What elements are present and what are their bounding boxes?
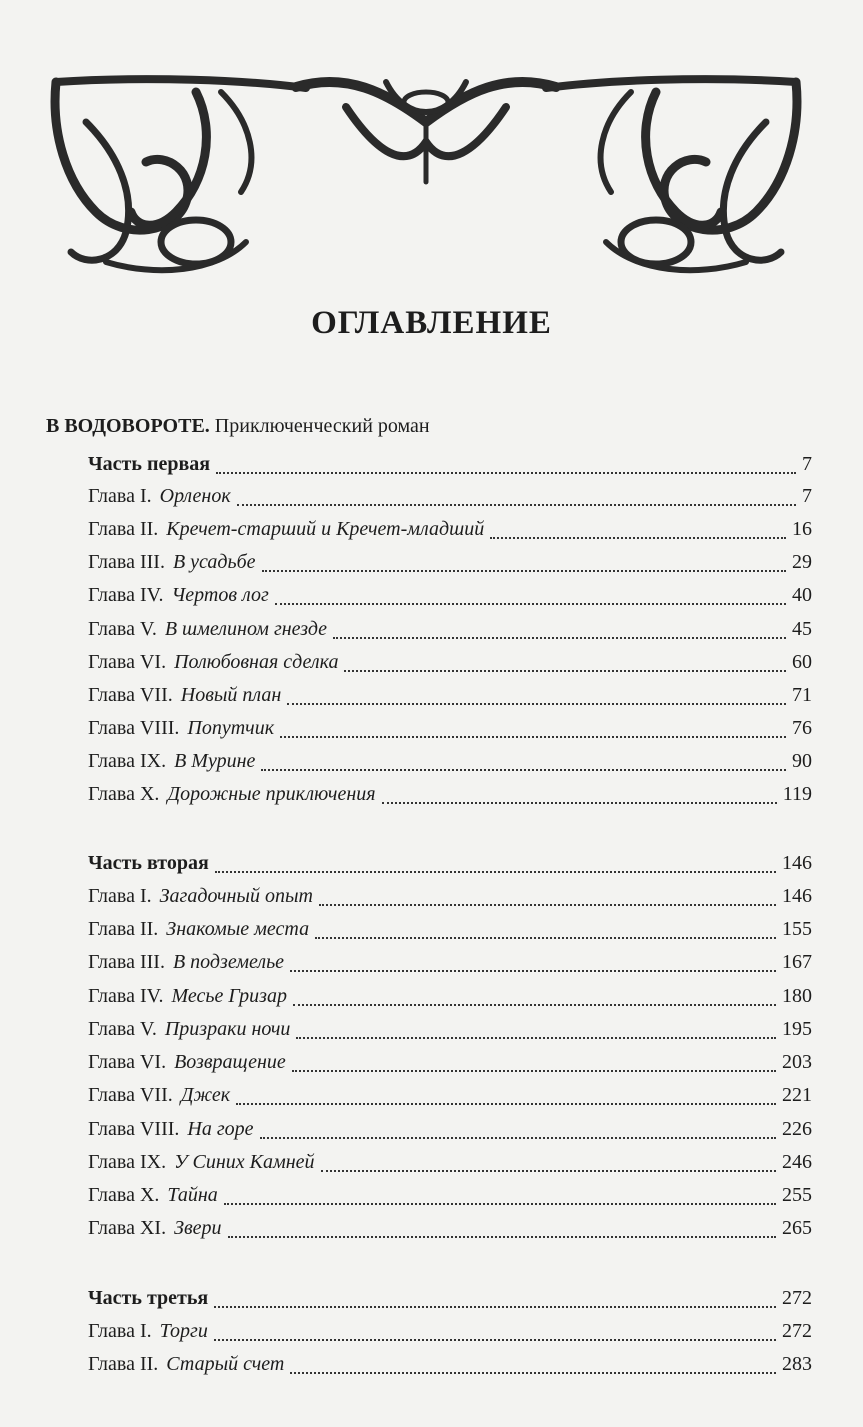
dot-leader bbox=[280, 735, 786, 738]
page-number: 90 bbox=[792, 750, 812, 772]
chapter-label: Глава II. bbox=[88, 918, 159, 940]
page-number: 226 bbox=[782, 1118, 812, 1140]
page-number: 167 bbox=[782, 951, 812, 973]
chapter-label: Глава I. bbox=[88, 485, 152, 507]
dot-leader bbox=[287, 702, 786, 705]
chapter-label: Глава XI. bbox=[88, 1217, 167, 1239]
chapter-title: У Синих Камней bbox=[174, 1151, 315, 1173]
dot-leader bbox=[261, 768, 786, 771]
dot-leader bbox=[214, 1305, 776, 1308]
toc-chapter-row bbox=[88, 485, 812, 513]
chapter-title: Полюбовная сделка bbox=[174, 651, 339, 673]
chapter-title: В подземелье bbox=[172, 951, 285, 973]
chapter-title: Кречет-старший и Кречет-младший bbox=[166, 518, 485, 540]
dot-leader bbox=[228, 1235, 776, 1238]
toc-chapter-row bbox=[88, 1151, 812, 1179]
chapter-title: Попутчик bbox=[187, 717, 275, 739]
chapter-title: Орленок bbox=[159, 485, 231, 507]
toc-chapter-row bbox=[88, 717, 812, 745]
chapter-title: Загадочный опыт bbox=[159, 885, 313, 907]
chapter-title: Месье Гризар bbox=[171, 985, 287, 1007]
chapter-label: Глава IX. bbox=[88, 750, 167, 772]
toc-chapter-row bbox=[88, 1018, 812, 1046]
page-number: 7 bbox=[802, 485, 812, 507]
toc-chapter-row bbox=[88, 584, 812, 612]
dot-leader bbox=[290, 969, 776, 972]
toc-chapter-row bbox=[88, 985, 812, 1013]
chapter-label: Глава II. bbox=[88, 518, 159, 540]
page-number: 16 bbox=[792, 518, 812, 540]
page-number: 246 bbox=[782, 1151, 812, 1173]
chapter-label: Глава I. bbox=[88, 885, 152, 907]
toc-chapter-row bbox=[88, 551, 812, 579]
chapter-title: Чертов лог bbox=[171, 584, 269, 606]
chapter-title: Тайна bbox=[167, 1184, 218, 1206]
page-number: 203 bbox=[782, 1051, 812, 1073]
toc-chapter-row bbox=[88, 1051, 812, 1079]
dot-leader bbox=[215, 870, 776, 873]
chapter-label: Глава IX. bbox=[88, 1151, 167, 1173]
dot-leader bbox=[275, 602, 786, 605]
dot-leader bbox=[315, 936, 776, 939]
page-number: 40 bbox=[792, 584, 812, 606]
toc-chapter-row bbox=[88, 885, 812, 913]
page-number: 265 bbox=[782, 1217, 812, 1239]
chapter-label: Глава X. bbox=[88, 1184, 160, 1206]
chapter-title: Звери bbox=[174, 1217, 222, 1239]
chapter-title: Торги bbox=[159, 1320, 208, 1342]
dot-leader bbox=[296, 1036, 776, 1039]
page-number: 119 bbox=[782, 783, 812, 805]
chapter-title: На горе bbox=[187, 1118, 254, 1140]
page-number: 45 bbox=[792, 618, 812, 640]
page-number: 146 bbox=[782, 885, 812, 907]
chapter-label: Глава II. bbox=[88, 1353, 159, 1375]
toc-chapter-row bbox=[88, 1184, 812, 1212]
page-number: 29 bbox=[792, 551, 812, 573]
chapter-label: Глава IV. bbox=[88, 584, 164, 606]
chapter-label: Глава VIII. bbox=[88, 1118, 180, 1140]
chapter-title: В шмелином гнезде bbox=[164, 618, 328, 640]
toc-chapter-row bbox=[88, 651, 812, 679]
dot-leader bbox=[319, 903, 776, 906]
toc-chapter-row bbox=[88, 684, 812, 712]
chapter-title: Старый счет bbox=[166, 1353, 285, 1375]
book-name: В ВОДОВОРОТЕ. bbox=[46, 415, 210, 437]
book-subtitle: Приключенческий роман bbox=[214, 415, 430, 437]
chapter-label: Глава VIII. bbox=[88, 717, 180, 739]
page-number: 272 bbox=[782, 1287, 812, 1309]
chapter-title: Призраки ночи bbox=[164, 1018, 291, 1040]
toc-chapter-row bbox=[88, 783, 812, 811]
chapter-title: В усадьбе bbox=[172, 551, 256, 573]
dot-leader bbox=[236, 1102, 776, 1105]
part-label: Часть первая bbox=[88, 453, 211, 475]
toc-chapter-row bbox=[88, 918, 812, 946]
chapter-label: Глава VII. bbox=[88, 1084, 173, 1106]
dot-leader bbox=[260, 1136, 776, 1139]
part-label: Часть третья bbox=[88, 1287, 209, 1309]
dot-leader bbox=[290, 1371, 776, 1374]
toc-chapter-row bbox=[88, 1118, 812, 1146]
toc-part-row bbox=[88, 852, 812, 880]
dot-leader bbox=[333, 636, 786, 639]
dot-leader bbox=[262, 569, 786, 572]
page-number: 255 bbox=[782, 1184, 812, 1206]
chapter-title: В Мурине bbox=[174, 750, 256, 772]
chapter-title: Знакомые места bbox=[166, 918, 310, 940]
page-number: 60 bbox=[792, 651, 812, 673]
page-number: 221 bbox=[782, 1084, 812, 1106]
toc-chapter-row bbox=[88, 951, 812, 979]
dot-leader bbox=[214, 1338, 776, 1341]
dot-leader bbox=[292, 1069, 776, 1072]
chapter-label: Глава V. bbox=[88, 618, 157, 640]
chapter-label: Глава VI. bbox=[88, 651, 167, 673]
chapter-label: Глава X. bbox=[88, 783, 160, 805]
toc-chapter-row bbox=[88, 750, 812, 778]
dot-leader bbox=[293, 1003, 776, 1006]
dot-leader bbox=[321, 1169, 776, 1172]
dot-leader bbox=[237, 503, 796, 506]
page-number: 180 bbox=[782, 985, 812, 1007]
toc-chapter-row bbox=[88, 618, 812, 646]
page-number: 71 bbox=[792, 684, 812, 706]
chapter-title: Новый план bbox=[180, 684, 282, 706]
page-title: ОГЛАВЛЕНИЕ bbox=[311, 305, 552, 341]
toc-chapter-row bbox=[88, 1353, 812, 1381]
page-number: 283 bbox=[782, 1353, 812, 1375]
dot-leader bbox=[216, 471, 796, 474]
page-number: 76 bbox=[792, 717, 812, 739]
toc-chapter-row bbox=[88, 1084, 812, 1112]
art-nouveau-ornament-icon bbox=[46, 62, 806, 287]
book-heading bbox=[46, 415, 430, 438]
dot-leader bbox=[224, 1202, 776, 1205]
chapter-title: Джек bbox=[180, 1084, 231, 1106]
chapter-label: Глава III. bbox=[88, 551, 165, 573]
chapter-label: Глава IV. bbox=[88, 985, 164, 1007]
page-number: 146 bbox=[782, 852, 812, 874]
toc-chapter-row bbox=[88, 1320, 812, 1348]
page-number: 7 bbox=[802, 453, 812, 475]
chapter-label: Глава VI. bbox=[88, 1051, 167, 1073]
toc-part-row bbox=[88, 453, 812, 481]
page-number: 272 bbox=[782, 1320, 812, 1342]
chapter-label: Глава I. bbox=[88, 1320, 152, 1342]
chapter-label: Глава III. bbox=[88, 951, 165, 973]
chapter-label: Глава VII. bbox=[88, 684, 173, 706]
page-number: 195 bbox=[782, 1018, 812, 1040]
part-label: Часть вторая bbox=[88, 852, 209, 874]
dot-leader bbox=[344, 669, 786, 672]
page-number: 155 bbox=[782, 918, 812, 940]
dot-leader bbox=[382, 801, 777, 804]
chapter-title: Возвращение bbox=[174, 1051, 286, 1073]
toc-chapter-row bbox=[88, 1217, 812, 1245]
toc-part-row bbox=[88, 1287, 812, 1315]
toc-chapter-row bbox=[88, 518, 812, 546]
chapter-title: Дорожные приключения bbox=[167, 783, 376, 805]
dot-leader bbox=[490, 536, 786, 539]
chapter-label: Глава V. bbox=[88, 1018, 157, 1040]
